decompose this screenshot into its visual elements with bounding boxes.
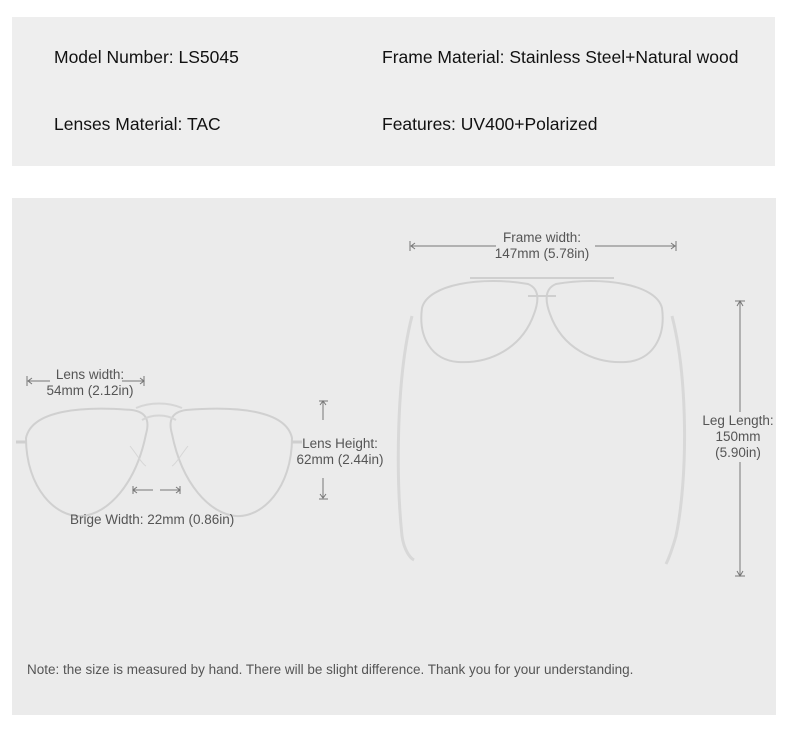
front-view-glasses: [16, 404, 302, 517]
measurement-note: Note: the size is measured by hand. There will be slight difference. Thank you for your understanding.: [27, 662, 634, 677]
frame-width-label: Frame width: 147mm (5.78in): [494, 230, 590, 261]
lens-height-label: Lens Height: 62mm (2.44in): [296, 436, 384, 467]
back-view-glasses: [398, 278, 684, 564]
bridge-width-arrow: [133, 486, 180, 494]
frame-material: Frame Material: Stainless Steel+Natural wood: [382, 47, 739, 67]
dimension-diagram-panel: [12, 198, 776, 715]
glasses-illustration: [12, 198, 776, 715]
lens-width-label: Lens width: 54mm (2.12in): [46, 367, 134, 398]
bridge-width-label: Brige Width: 22mm (0.86in): [70, 512, 235, 527]
leg-length-label: Leg Length: 150mm (5.90in): [702, 413, 774, 460]
model-number: Model Number: LS5045: [54, 47, 239, 67]
spec-panel: [12, 17, 775, 166]
features: Features: UV400+Polarized: [382, 114, 598, 134]
lenses-material: Lenses Material: TAC: [54, 114, 221, 134]
